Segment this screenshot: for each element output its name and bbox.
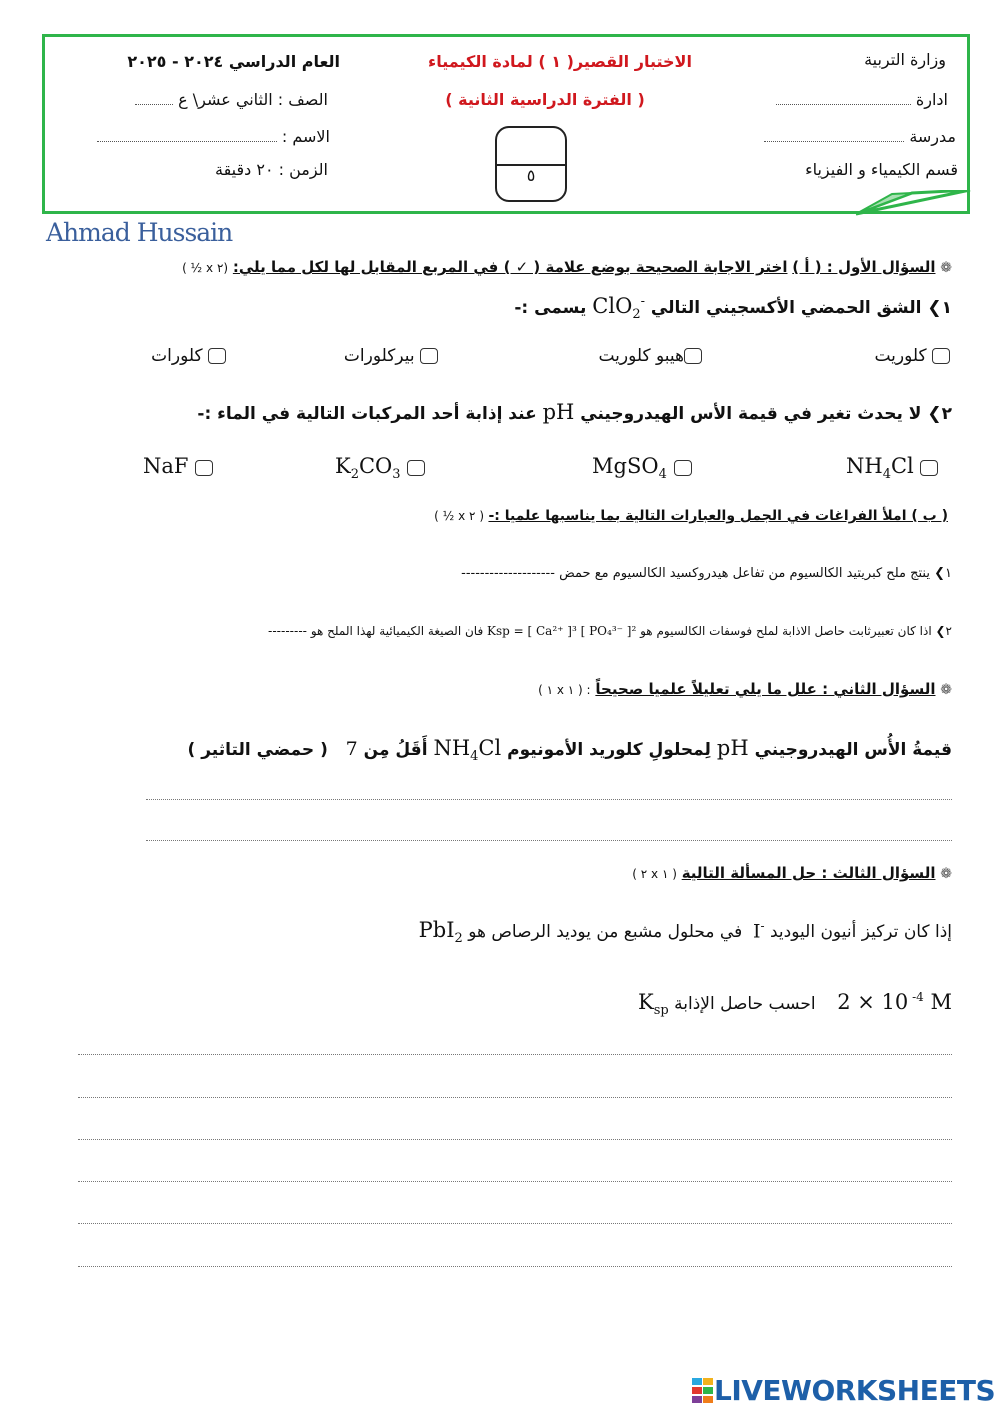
answer-line[interactable] xyxy=(78,1097,952,1098)
q1-instruction: اختر الاجابة الصحيحة بوضع علامة ( ✓ ) في المربع المقابل لها لكل مما يلي: xyxy=(232,258,788,276)
q1-item2-tail: عند إذابة أحد المركبات التالية في الماء :- xyxy=(197,404,537,424)
q3-text: إذا كان تركيز أنيون اليوديد xyxy=(770,922,952,942)
score-box xyxy=(495,126,567,202)
q1-item2-option-2[interactable]: MgSO$_4$ xyxy=(592,454,692,482)
answer-line[interactable] xyxy=(78,1139,952,1140)
ammonium-chloride-formula: $NH_4Cl$ xyxy=(433,736,502,765)
q1b-item2-blank[interactable]: --------- xyxy=(268,624,307,638)
chlorite-formula: ClO$_2$- xyxy=(592,294,645,323)
q1-item1-option-3[interactable]: بيركلورات xyxy=(344,346,438,366)
answer-line[interactable] xyxy=(146,799,952,800)
admin-label: ادارة xyxy=(915,90,948,109)
q3-text-after: في محلول مشبع من يوديد الرصاص هو xyxy=(468,922,743,942)
q1-item2-num: ٢ xyxy=(941,404,952,424)
q1-item1-option-2[interactable]: هيبو كلوريت xyxy=(598,346,702,366)
grade-dots xyxy=(135,94,173,105)
q2-marks: : ( ١ x ١ ) xyxy=(538,683,591,697)
q2-text: قيمةُ الأُس الهيدروجيني xyxy=(754,740,952,760)
q1-item2-option-1[interactable]: $NH_4Cl$ xyxy=(846,454,938,482)
q1b-marks: ( ٢ x ½ ) xyxy=(434,509,484,523)
q1b-instruction: ( ب ) املأ الفراغات في الجمل والعبارات التالية بما يناسبها علميا :- xyxy=(488,508,948,524)
seven-value: 7 xyxy=(345,738,358,760)
checkbox[interactable] xyxy=(407,460,425,476)
q2-instruction: السؤال الثاني : علل ما يلي تعليلاً علميا صحيحاً xyxy=(595,680,936,698)
q3-heading xyxy=(632,864,952,882)
school-dots xyxy=(764,131,904,142)
q3-instruction-text: احسب حاصل الإذابة xyxy=(674,994,816,1014)
school-label: مدرسة xyxy=(909,127,956,146)
grade-label xyxy=(104,90,328,109)
answer-line[interactable] xyxy=(78,1054,952,1055)
q1b-item2-tail: فان الصيغة الكيميائية لهذا الملح هو xyxy=(310,624,484,638)
name-field xyxy=(86,127,330,146)
checkbox[interactable] xyxy=(920,460,938,476)
flower-icon: ❁ xyxy=(940,260,952,276)
liveworksheets-logo-icon xyxy=(692,1378,714,1404)
concentration-value: 2 × 10 $^{-4}$ M xyxy=(837,990,952,1014)
checkbox[interactable] xyxy=(684,348,702,364)
checkbox[interactable] xyxy=(674,460,692,476)
admin-dots xyxy=(776,94,911,105)
q1-item2 xyxy=(197,400,952,424)
q1-item1-option-4[interactable]: كلورات xyxy=(151,346,226,366)
answer-line[interactable] xyxy=(78,1223,952,1224)
q1-item1-text: الشق الحمضي الأكسجيني التالي xyxy=(650,298,922,318)
q1b-heading xyxy=(434,508,948,524)
q1-item1-tail: يسمى :- xyxy=(514,298,587,318)
score-value: ٥ xyxy=(526,166,536,185)
checkbox[interactable] xyxy=(195,460,213,476)
q2-statement xyxy=(188,736,952,764)
ksp-symbol: $K_{sp}$ xyxy=(638,990,669,1019)
q3-instruction: السؤال الثالث : حل المسألة التالية xyxy=(681,864,936,882)
q1-item1-num: ١ xyxy=(941,298,952,318)
school-field xyxy=(764,127,956,146)
q1-item2-option-4[interactable]: NaF xyxy=(143,454,213,478)
q1-item1-option-1[interactable]: كلوريت xyxy=(874,346,950,366)
q2-text-mid: لِمحلولِ كلوريد الأمونيوم xyxy=(507,740,711,760)
ksp-expression: Ksp = [ Ca²⁺ ]³ [ PO₄³⁻ ]² xyxy=(487,624,637,638)
q3-line2 xyxy=(638,990,952,1018)
admin-field xyxy=(776,90,948,109)
arrow-icon: ❯ xyxy=(935,624,946,638)
grade-text: الصف : الثاني عشر\ ع xyxy=(178,90,328,109)
q1b-item2: ٢❯ اذا كان تعبيرثابت حاصل الاذابة لملح فوسفات الكالسيوم هو Ksp = [ Ca²⁺ ]³ [ PO₄³⁻ ]² فان الصيغة الكيميائية لهذا الملح هو --------- xyxy=(268,624,952,638)
ministry-label: وزارة التربية xyxy=(864,50,946,69)
q1b-item2-text: اذا كان تعبيرثابت حاصل الاذابة لملح فوسفات الكالسيوم هو xyxy=(640,624,932,638)
arrow-icon: ❯ xyxy=(927,404,942,424)
q2-text-after: أَقَلُ مِن xyxy=(363,740,428,760)
answer-line[interactable] xyxy=(146,840,952,841)
q1b-item1-text: ينتج ملح كبريتيد الكالسيوم من تفاعل هيدروكسيد الكالسيوم مع حمض xyxy=(559,566,930,581)
brand-name[interactable]: LIVEWORKSHEETS xyxy=(714,1374,996,1407)
q1-marks: (٢ x ½ ) xyxy=(182,261,229,275)
flower-icon: ❁ xyxy=(940,682,952,698)
answer-line[interactable] xyxy=(78,1266,952,1267)
name-dots xyxy=(97,131,277,142)
q1-item1 xyxy=(514,294,952,322)
q2-heading xyxy=(538,680,952,698)
quiz-title: الاختبار القصير( ١ ) لمادة الكيمياء xyxy=(428,52,692,71)
lead-iodide-formula: PbI$_2$ xyxy=(418,918,463,947)
q2-hint: ( حمضي التاثير ) xyxy=(187,740,328,760)
period-label: ( الفترة الدراسية الثانية ) xyxy=(445,90,645,109)
q3-line1 xyxy=(419,918,952,946)
checkbox[interactable] xyxy=(420,348,438,364)
name-label: الاسم : xyxy=(281,127,330,146)
arrow-icon: ❯ xyxy=(927,298,942,318)
q1b-item1-blank[interactable]: -------------------- xyxy=(461,566,555,581)
arrow-icon: ❯ xyxy=(934,566,946,581)
q3-marks: ( ١ x ٢ ) xyxy=(632,867,677,881)
iodide-formula: I- xyxy=(753,918,765,942)
flower-icon: ❁ xyxy=(940,866,952,882)
school-year: العام الدراسي ٢٠٢٤ - ٢٠٢٥ xyxy=(127,52,340,71)
q1-prefix: السؤال الأول : ( أ ) xyxy=(792,258,936,276)
time-label: الزمن : ٢٠ دقيقة xyxy=(214,160,328,179)
checkbox[interactable] xyxy=(208,348,226,364)
q1-item2-text: لا يحدث تغير في قيمة الأس الهيدروجيني xyxy=(580,404,922,424)
q1b-item1: ١❯ ينتج ملح كبريتيد الكالسيوم من تفاعل هيدروكسيد الكالسيوم مع حمض -------------------- xyxy=(461,566,952,581)
q1-heading xyxy=(182,258,952,276)
author-name: Ahmad Hussain xyxy=(46,218,233,247)
page-curl-icon xyxy=(852,190,972,218)
ph-symbol: pH xyxy=(542,400,575,424)
ph-symbol: pH xyxy=(716,736,749,760)
department-label: قسم الكيمياء و الفيزياء xyxy=(805,160,958,179)
answer-line[interactable] xyxy=(78,1181,952,1182)
checkbox[interactable] xyxy=(932,348,950,364)
q1-item2-option-3[interactable]: $K_2CO_3$ xyxy=(335,454,425,482)
